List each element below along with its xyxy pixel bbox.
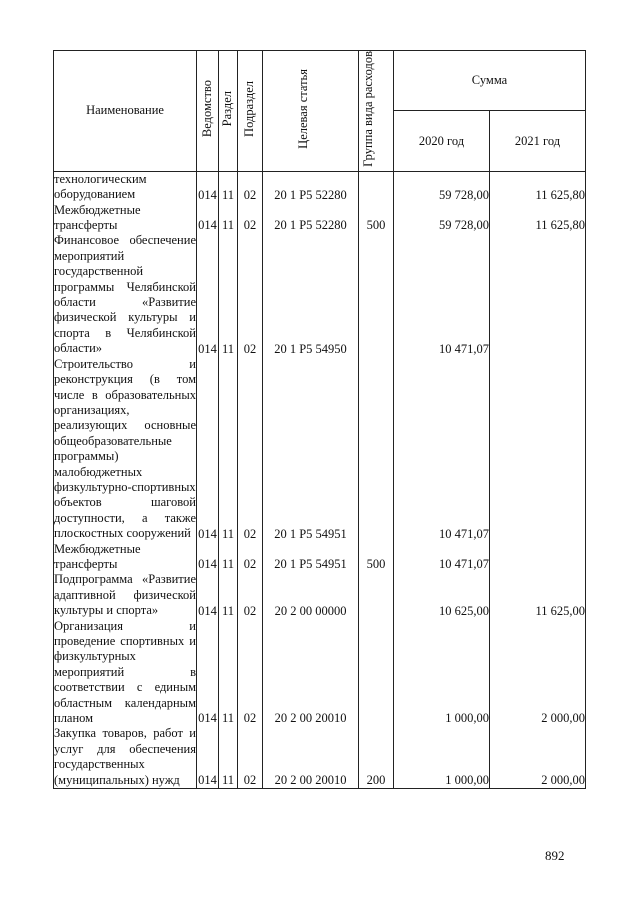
cell-group: 500 [359, 203, 394, 234]
cell-2021: 11 625,80 [490, 203, 586, 234]
cell-2021: 2 000,00 [490, 726, 586, 788]
cell-2020: 10 471,07 [394, 542, 490, 573]
header-target: Целевая статья [263, 51, 359, 172]
cell-vedomstvo: 014 [197, 572, 219, 618]
cell-vedomstvo: 014 [197, 726, 219, 788]
cell-target: 20 2 00 00000 [263, 572, 359, 618]
cell-name: Межбюджетные трансферты [54, 203, 197, 234]
cell-podrazdel: 02 [238, 357, 263, 542]
cell-razdel: 11 [219, 233, 238, 356]
cell-name: Закупка товаров, работ и услуг для обеспечения государственных (муниципальных) нужд [54, 726, 196, 787]
cell-podrazdel: 02 [238, 233, 263, 356]
cell-2021 [490, 233, 586, 356]
cell-vedomstvo: 014 [197, 619, 219, 727]
cell-name: Межбюджетные трансферты [54, 542, 197, 573]
table-row [54, 619, 586, 727]
cell-2020: 1 000,00 [394, 726, 490, 788]
cell-group: 500 [359, 542, 394, 573]
table-row [54, 171, 586, 202]
cell-group [359, 171, 394, 202]
table-row [54, 572, 586, 618]
table-row [54, 357, 586, 542]
table-row [54, 203, 586, 234]
header-group: Группа вида расходов [359, 51, 394, 172]
cell-2020: 10 471,07 [394, 357, 490, 542]
cell-target: 20 2 00 20010 [263, 726, 359, 788]
cell-target: 20 1 P5 52280 [263, 203, 359, 234]
cell-vedomstvo: 014 [197, 233, 219, 356]
cell-razdel: 11 [219, 572, 238, 618]
cell-2021: 2 000,00 [490, 619, 586, 727]
cell-2020: 10 471,07 [394, 233, 490, 356]
cell-razdel: 11 [219, 619, 238, 727]
header-year-2021: 2021 год [490, 111, 586, 171]
cell-podrazdel: 02 [238, 203, 263, 234]
cell-2020: 10 625,00 [394, 572, 490, 618]
cell-target: 20 2 00 20010 [263, 619, 359, 727]
header-name: Наименование [54, 51, 197, 172]
cell-group [359, 357, 394, 542]
cell-vedomstvo: 014 [197, 542, 219, 573]
cell-razdel: 11 [219, 203, 238, 234]
cell-target: 20 1 P5 54951 [263, 542, 359, 573]
header-sum: Сумма [394, 51, 586, 111]
cell-razdel: 11 [219, 171, 238, 202]
header-razdel: Раздел [219, 51, 238, 172]
cell-2020: 59 728,00 [394, 171, 490, 202]
header-podrazdel: Подраздел [238, 51, 263, 172]
cell-name: технологическим оборудованием [54, 171, 197, 202]
cell-name: Организация и проведение спортивных и физкультурных мероприятий в соответствии с единым областным календарным планом [54, 618, 196, 726]
cell-2021 [490, 357, 586, 542]
table-row [54, 726, 586, 788]
table-row [54, 542, 586, 573]
cell-group [359, 619, 394, 727]
cell-vedomstvo: 014 [197, 357, 219, 542]
cell-vedomstvo: 014 [197, 203, 219, 234]
cell-2020: 59 728,00 [394, 203, 490, 234]
header-year-2020: 2020 год [394, 111, 490, 171]
cell-target: 20 1 P5 54951 [263, 357, 359, 542]
cell-2021: 11 625,80 [490, 171, 586, 202]
page-number: 892 [545, 848, 565, 863]
cell-target: 20 1 P5 52280 [263, 171, 359, 202]
cell-name: Подпрограмма «Развитие адаптивной физической культуры и спорта» [54, 572, 196, 618]
cell-podrazdel: 02 [238, 726, 263, 788]
header-vedomstvo: Ведомство [197, 51, 219, 172]
cell-razdel: 11 [219, 542, 238, 573]
cell-razdel: 11 [219, 357, 238, 542]
cell-2020: 1 000,00 [394, 619, 490, 727]
cell-2021: 11 625,00 [490, 572, 586, 618]
cell-group [359, 572, 394, 618]
cell-podrazdel: 02 [238, 171, 263, 202]
cell-name: Финансовое обеспечение мероприятий государственной программы Челябинской области «Развитие физической культуры и спорта в Челябинской области» [54, 233, 196, 356]
table-row [54, 233, 586, 356]
budget-table [53, 50, 586, 789]
cell-podrazdel: 02 [238, 619, 263, 727]
cell-razdel: 11 [219, 726, 238, 788]
cell-name: Строительство и реконструкция (в том числе в образовательных организациях, реализующих основные общеобразовательные программы) малобюджетных физкультурно-спортивных объектов шаговой доступности, а также плоскостных сооружений [54, 356, 196, 541]
cell-2021 [490, 542, 586, 573]
cell-group [359, 233, 394, 356]
cell-group: 200 [359, 726, 394, 788]
cell-podrazdel: 02 [238, 542, 263, 573]
cell-vedomstvo: 014 [197, 171, 219, 202]
cell-podrazdel: 02 [238, 572, 263, 618]
cell-target: 20 1 P5 54950 [263, 233, 359, 356]
